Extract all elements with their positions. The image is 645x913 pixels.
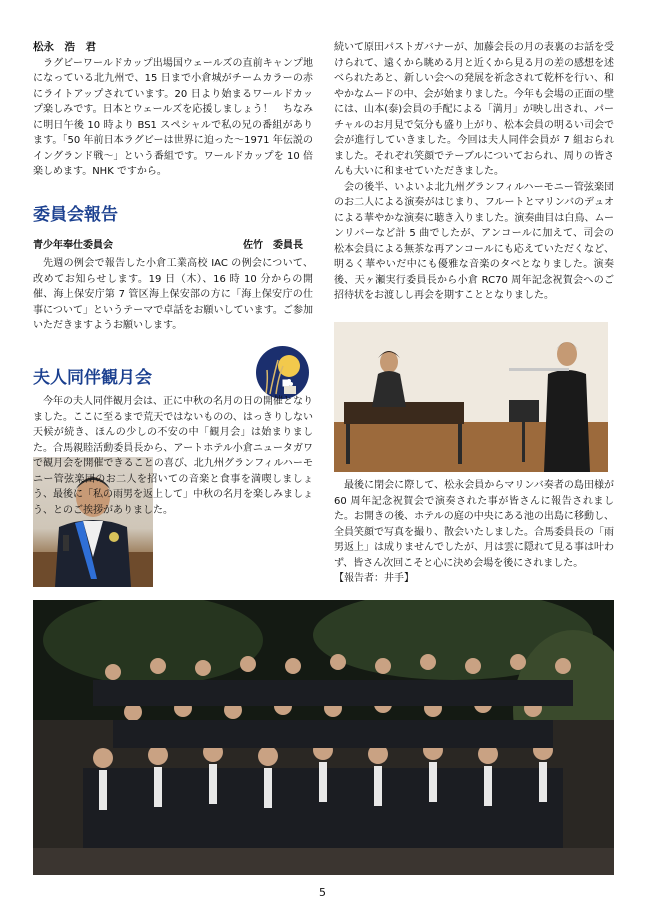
- moon-viewing-article: [33, 394, 313, 518]
- concert-photo: [334, 322, 608, 472]
- right-column-text: [334, 40, 614, 304]
- concert-paragraph: 会の後半、いよいよ北九州グランフィルハーモニー管弦楽団のお二人による演奏がはじまり、フルートとマリンバのデュオによる華やかな演奏に聴き入りました。演奏曲目は白鳥、ムーンリバーなど計 5 曲でしたが、アンコールに加えて、司会の松本会員による無茶な再アンコールにも応えていただくなど、明るく華やいだ中にも優雅な音楽のタベとなりました。演奏後、天ヶ瀬実行委員長から小倉 RC70 周年記念祝賀会へのご招待状をお渡しし再会を期すこととなりました。: [334, 181, 614, 301]
- committee-report: [33, 256, 313, 334]
- toast-paragraph: 続いて原田パストガバナーが、加藤会長の月の表裏のお話を受けられて、遠くから眺める月と近くから見る月の差の感想を述べられたあと、新しい会への発展を祈念されて乾杯を行い、和やかなムードの中、会が始まりました。今年も会場の正面の壁には、山本(泰)会員の手配による「満月」が映し出され、パーチャルのお月見で気分も盛り上がり、松本会員の明るい司会で会が進行していきました。今回は夫人同伴会員が 7 組おられました。それぞれ笑顔でテーブルについておられ、周りの皆さんも大いに和ませていただきました。: [334, 42, 614, 177]
- page-number: 5: [319, 886, 326, 899]
- moon-viewing-paragraph: [33, 394, 313, 518]
- full-moon-icon: [256, 346, 309, 399]
- moon-viewing-heading: 夫人同伴観月会: [33, 368, 152, 388]
- group-photo: [33, 600, 614, 875]
- moon-viewing-logo: [256, 346, 309, 399]
- closing-article: [334, 478, 614, 587]
- author-name: 松永 浩 君: [33, 41, 96, 53]
- world-cup-paragraph: ラグビーワールドカップ出場国ウェールズの直前キャンプ地になっている北九州で、15 日まで小倉城がチームカラーの赤にライトアップされています。20 日より始まるワールドカップ楽しみです。日本とウェールズを応援しましょう！ ちなみに明日午後 10 時より BS1 スペシャルで私の兄の番組があります。「50 年前日本ラグビーは世界に迫った～1971 年伝説のイングランド戦～」という番組です。ワールドカップを 10 倍楽しめます。NHK ですから。: [33, 57, 313, 177]
- closing-paragraph: 最後に閉会に際して、松永会員からマリンバ奏者の島田様が 60 周年記念祝賀会で演奏された事が皆さんに報告されました。お開きの後、ホテルの庭の中央にある池の出島に移動し、全員笑顔で写真を撮り、散会いたしました。合馬委員長の「雨男返上」は成りませんでしたが、月は雲に隠れて見る事は叶わず、皆さん次回こそと心に決め会場を後にされました。: [334, 480, 614, 569]
- moon-viewing-text: 今年の夫人同伴観月会は、正に中秋の名月の日の開催となりました。ここに至るまで荒天ではないものの、はっきりしない天候が続き、ほんの少しの不安の中「観月会」は始まりました。合馬親睦活動委員長から、アートホテル小倉ニュータガワで観月会を開催できることの喜び、北九州グランフィルハーモニー管弦楽団のお二人を招いての音楽と食事を満喫しましょう、最後に「私の雨男を返上して」中秋の名月を楽しみましょう、とのご挨拶がありました。: [33, 396, 313, 516]
- reporter-credit: 【報告者：井手】: [334, 573, 414, 584]
- committee-paragraph: 先週の例会で報告した小倉工業高校 IAC の例会について、改めてお知らせします。19 日（木）、16 時 10 分からの開催、海上保安庁第 7 管区海上保安部の方に「海上保安庁の仕事について」というテーマで卓話をお願いしています。ご参加いただきますようお願いします。: [33, 258, 313, 331]
- committee-heading: 委員会報告: [33, 205, 118, 225]
- rugby-article: [33, 40, 313, 180]
- committee-name: 青少年奉仕委員会: [33, 240, 113, 251]
- committee-chair: 佐竹 委員長: [243, 240, 303, 251]
